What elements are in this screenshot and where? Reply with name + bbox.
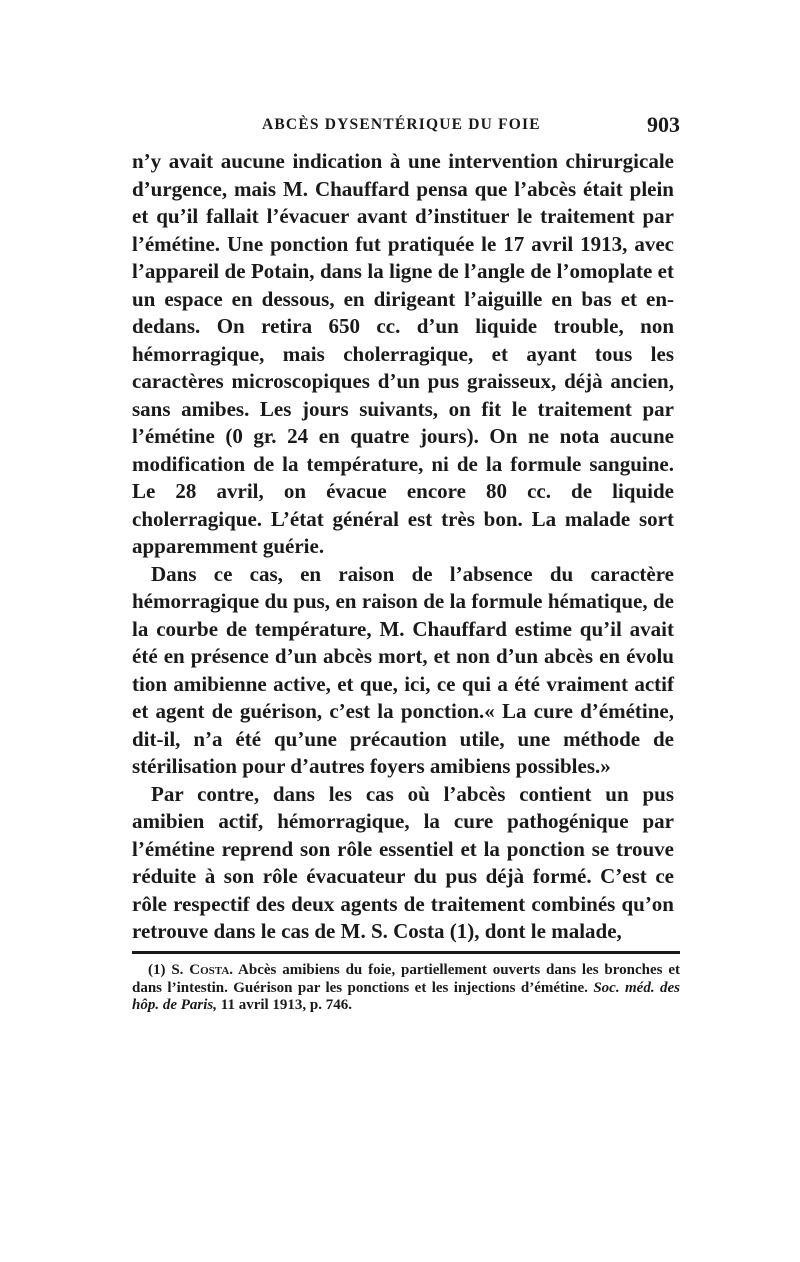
paragraph-3: Par contre, dans les cas où l’abcès contient un pus amibien actif, hémorragique, la cure pathogénique par l’émétine reprend son rôle essentiel et la ponction se trouve réduite à son rôle évacuateur du pus déjà formé. C’est ce rôle respectif des deux agents de traitement combinés qu’on retrouve dans le cas de M. S. Costa (1), dont le malade, — [132, 781, 674, 943]
footnote-marker: (1) S. — [148, 962, 190, 978]
paragraph-2: Dans ce cas, en raison de l’absence du caractère hémorragique du pus, en raison de la formule hématique, de la courbe de température, M. Chauffard estime qu’il avait été en présence d’un abcès mort, et non d’un abcès en évolu tion amibienne active, et que, ici, ce qui a été vraiment actif et agent de guérison, c’est la ponction.« La cure d’émétine, dit-il, n’a été qu’une précaution utile, une méthode de stérilisation pour d’autres foyers amibiens possibles.» — [132, 561, 674, 778]
body-text — [132, 148, 674, 946]
page-number: 903 — [647, 112, 680, 137]
footnote-author: Costa — [189, 962, 230, 978]
footnote-rule — [132, 951, 680, 954]
footnote — [132, 962, 680, 1015]
footnote-date-page: 11 avril 1913, p. 746. — [217, 997, 353, 1013]
running-head — [132, 112, 680, 140]
footnote-description: . Abcès amibiens du foie, partiellement ouverts dans les bronches et dans l’intestin. Guérison par les ponctions et les injections d’émétine. — [132, 962, 680, 996]
footnote-text — [132, 962, 680, 1015]
running-title: ABCÈS DYSENTÉRIQUE DU FOIE — [262, 116, 541, 133]
footnote-journal: Soc. méd. des hôp. de Paris, — [132, 979, 680, 1013]
paragraph-1: n’y avait aucune indication à une intervention chirurgicale d’urgence, mais M. Chauffard pensa que l’abcès était plein et qu’il fallait l’évacuer avant d’instituer le traitement par l’émétine. Une ponction fut pratiquée le 17 avril 1913, avec l’appareil de Potain, dans la ligne de l’angle de l’omoplate et un espace en dessous, en dirigeant l’aiguille en bas et en-dedans. On retira 650 cc. d’un liquide trouble, non hémorragique, mais cholerragique, et ayant tous les caractères microscopiques d’un pus graisseux, déjà ancien, sans amibes. Les jours suivants, on fit le traitement par l’émétine (0 gr. 24 en quatre jours). On ne nota aucune modification de la température, ni de la formule sanguine. Le 28 avril, on évacue encore 80 cc. de liquide cholerragique. L’état général est très bon. La malade sort apparemment guérie. — [132, 149, 674, 558]
